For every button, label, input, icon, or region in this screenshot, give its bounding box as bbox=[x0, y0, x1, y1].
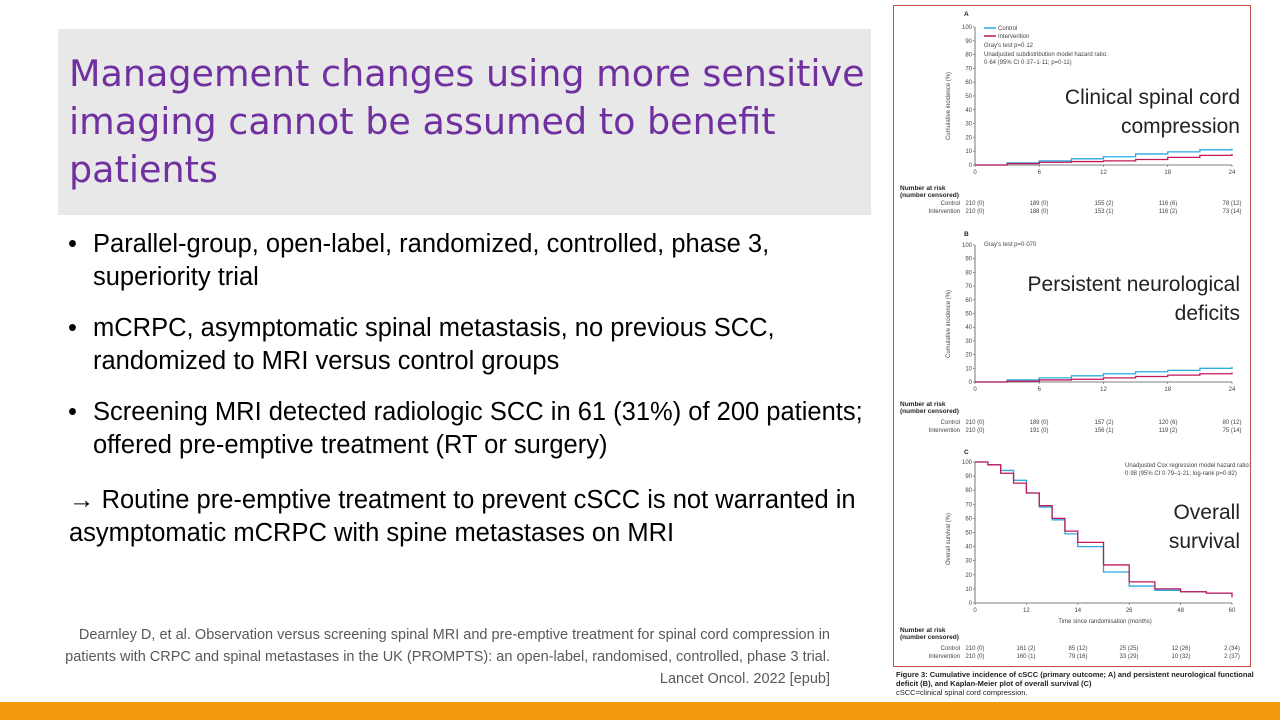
risk-label-control: Control bbox=[940, 201, 960, 207]
risk-value-control: 80 (12) bbox=[1222, 420, 1242, 426]
x-tick-label: 14 bbox=[1074, 608, 1082, 614]
x-axis-label: Time since randomisation (months) bbox=[1058, 619, 1152, 625]
risk-value-control: 120 (6) bbox=[1158, 420, 1178, 426]
risk-value-intervention: 79 (16) bbox=[1068, 654, 1088, 660]
y-tick-label: 100 bbox=[961, 25, 972, 31]
risk-title: Number at risk bbox=[900, 185, 946, 192]
risk-value-control: 25 (25) bbox=[1119, 646, 1139, 652]
risk-value-control: 161 (2) bbox=[1016, 646, 1036, 652]
y-tick-label: 40 bbox=[965, 544, 972, 551]
caption-main: Figure 3: Cumulative incidence of cSCC (primary outcome; A) and persistent neurological functional deficit (B), and Kaplan-Meier plot of overall survival (C) bbox=[896, 670, 1254, 688]
risk-title: Number at risk bbox=[900, 401, 946, 408]
panel-caption: Overall bbox=[1173, 501, 1240, 524]
risk-value-intervention: 116 (2) bbox=[1158, 209, 1178, 215]
panel-caption: compression bbox=[1120, 115, 1240, 138]
x-tick-label: 12 bbox=[1100, 387, 1107, 393]
risk-title: (number censored) bbox=[900, 634, 959, 641]
risk-value-intervention: 188 (0) bbox=[1029, 209, 1049, 215]
y-tick-label: 40 bbox=[965, 325, 972, 332]
series-line-control bbox=[975, 148, 1232, 165]
y-tick-label: 10 bbox=[965, 149, 972, 156]
risk-value-control: 2 (34) bbox=[1224, 646, 1240, 652]
panel-letter: C bbox=[964, 449, 969, 456]
y-tick-label: 80 bbox=[965, 488, 972, 495]
risk-title: (number censored) bbox=[900, 408, 959, 415]
panel-a bbox=[900, 11, 1242, 215]
legend-control: Control bbox=[998, 26, 1018, 32]
x-tick-label: 18 bbox=[1164, 170, 1172, 176]
y-tick-label: 0 bbox=[968, 601, 972, 607]
y-tick-label: 10 bbox=[965, 366, 972, 373]
y-tick-label: 60 bbox=[965, 80, 972, 87]
risk-value-intervention: 210 (0) bbox=[965, 209, 985, 215]
risk-table-c bbox=[965, 646, 1239, 660]
risk-value-intervention: 73 (14) bbox=[1222, 209, 1242, 215]
y-tick-label: 30 bbox=[965, 121, 972, 128]
y-tick-label: 30 bbox=[965, 338, 972, 345]
y-tick-label: 50 bbox=[965, 94, 972, 100]
stat-text: Unadjusted Cox regression model hazard ratio: bbox=[1125, 463, 1251, 469]
risk-title: (number censored) bbox=[900, 192, 959, 199]
panel-caption: Persistent neurological bbox=[1027, 273, 1240, 296]
x-tick-label: 26 bbox=[1125, 608, 1133, 614]
legend-intervention: Intervention bbox=[998, 34, 1030, 40]
risk-label-control: Control bbox=[940, 420, 960, 426]
bullet-marker: • bbox=[68, 314, 77, 342]
risk-value-control: 116 (6) bbox=[1158, 201, 1178, 207]
x-tick-label: 24 bbox=[1228, 387, 1236, 393]
risk-value-control: 12 (26) bbox=[1171, 646, 1191, 652]
risk-label-intervention: Intervention bbox=[928, 654, 960, 660]
risk-value-intervention: 153 (1) bbox=[1094, 209, 1114, 215]
x-tick-label: 6 bbox=[1037, 387, 1041, 393]
y-tick-label: 90 bbox=[965, 474, 972, 481]
risk-value-control: 189 (0) bbox=[1029, 201, 1049, 207]
panel-letter: B bbox=[964, 231, 969, 238]
y-tick-label: 60 bbox=[965, 516, 972, 523]
risk-label-control: Control bbox=[940, 646, 960, 652]
x-tick-label: 60 bbox=[1228, 608, 1236, 614]
risk-title: Number at risk bbox=[900, 627, 946, 634]
x-tick-label: 12 bbox=[1023, 608, 1030, 614]
risk-value-intervention: 191 (0) bbox=[1029, 428, 1049, 434]
y-tick-label: 70 bbox=[965, 502, 972, 509]
risk-value-intervention: 160 (1) bbox=[1016, 654, 1036, 660]
caption-note: cSCC=clinical spinal cord compression. bbox=[896, 688, 1028, 697]
risk-value-control: 157 (2) bbox=[1094, 420, 1114, 426]
risk-value-intervention: 2 (37) bbox=[1224, 654, 1240, 660]
risk-value-intervention: 156 (1) bbox=[1094, 428, 1114, 434]
y-tick-label: 20 bbox=[965, 352, 972, 359]
y-tick-label: 70 bbox=[965, 284, 972, 291]
y-tick-label: 0 bbox=[968, 163, 972, 169]
risk-value-intervention: 119 (2) bbox=[1158, 428, 1178, 434]
y-tick-label: 60 bbox=[965, 297, 972, 304]
y-axis-label: Cumulative incidence (%) bbox=[946, 289, 952, 358]
risk-value-control: 78 (12) bbox=[1222, 201, 1242, 207]
y-tick-label: 50 bbox=[965, 530, 972, 537]
risk-value-control: 210 (0) bbox=[965, 420, 985, 426]
panel-c bbox=[900, 449, 1251, 660]
stat-text: Unadjusted subdistribution model hazard ratio: bbox=[984, 52, 1108, 58]
bullet-text: Parallel-group, open-label, randomized, controlled, phase 3, superiority trial bbox=[93, 230, 770, 291]
panel-caption: Clinical spinal cord bbox=[1064, 86, 1240, 109]
panel-caption: deficits bbox=[1174, 302, 1240, 325]
y-tick-label: 20 bbox=[965, 572, 972, 579]
x-tick-label: 0 bbox=[973, 608, 977, 614]
x-tick-label: 12 bbox=[1100, 170, 1107, 176]
y-tick-label: 80 bbox=[965, 52, 972, 59]
y-tick-label: 80 bbox=[965, 270, 972, 277]
y-axis-label: Overall survival (%) bbox=[946, 512, 952, 565]
y-tick-label: 90 bbox=[965, 256, 972, 263]
panel-b bbox=[900, 231, 1242, 434]
y-tick-label: 10 bbox=[965, 586, 972, 593]
y-tick-label: 90 bbox=[965, 38, 972, 45]
stat-text: Gray's test p=0·070 bbox=[984, 242, 1037, 248]
risk-label-intervention: Intervention bbox=[928, 209, 960, 215]
series-line-intervention bbox=[975, 154, 1232, 165]
y-tick-label: 40 bbox=[965, 107, 972, 114]
risk-value-intervention: 10 (32) bbox=[1171, 654, 1191, 660]
bullet-marker: • bbox=[68, 398, 77, 426]
stat-text: 0·98 (95% CI 0·79–1·21; log-rank p=0·82) bbox=[1125, 471, 1237, 477]
risk-value-intervention: 210 (0) bbox=[965, 654, 985, 660]
risk-table-a bbox=[965, 201, 1241, 215]
conclusion-text: → Routine pre-emptive treatment to prevent cSCC is not warranted in asymptomatic mCRPC with spine metastases on MRI bbox=[69, 486, 856, 547]
risk-value-intervention: 33 (29) bbox=[1119, 654, 1139, 660]
figure-caption bbox=[896, 670, 1256, 697]
risk-value-intervention: 210 (0) bbox=[965, 428, 985, 434]
panel-letter: A bbox=[964, 11, 969, 18]
bullet-text: Screening MRI detected radiologic SCC in 61 (31%) of 200 patients; offered pre-emptive treatment (RT or surgery) bbox=[93, 398, 863, 459]
slide-title: Management changes using more sensitive imaging cannot be assumed to benefit patients bbox=[69, 52, 865, 191]
citation: Dearnley D, et al. Observation versus screening spinal MRI and pre-emptive treatment for spinal cord compression in patients with CRPC and spinal metastases in the UK (PROMPTS): an open-label, randomised, controlled, phase 3 trial. Lancet Oncol. 2022 [epub] bbox=[65, 627, 830, 687]
x-tick-label: 18 bbox=[1164, 387, 1172, 393]
risk-label-intervention: Intervention bbox=[928, 428, 960, 434]
risk-value-control: 85 (12) bbox=[1068, 646, 1088, 652]
panel-caption: survival bbox=[1168, 530, 1240, 553]
risk-value-control: 210 (0) bbox=[965, 201, 985, 207]
x-tick-label: 6 bbox=[1037, 170, 1041, 176]
risk-value-control: 155 (2) bbox=[1094, 201, 1114, 207]
y-tick-label: 30 bbox=[965, 558, 972, 565]
risk-value-intervention: 75 (14) bbox=[1222, 428, 1242, 434]
risk-value-control: 210 (0) bbox=[965, 646, 985, 652]
y-tick-label: 20 bbox=[965, 135, 972, 142]
stat-text: Gray's test p=0·12 bbox=[984, 43, 1034, 49]
y-tick-label: 50 bbox=[965, 311, 972, 318]
x-tick-label: 0 bbox=[973, 387, 977, 393]
stat-text: 0·64 (95% CI 0·37–1·11; p=0·11) bbox=[984, 60, 1072, 66]
risk-table-b bbox=[965, 420, 1241, 434]
bullet-marker: • bbox=[68, 230, 77, 258]
x-tick-label: 24 bbox=[1228, 170, 1236, 176]
y-tick-label: 100 bbox=[961, 243, 972, 249]
y-axis-label: Cumulative incidence (%) bbox=[946, 71, 952, 140]
y-tick-label: 0 bbox=[968, 380, 972, 386]
y-tick-label: 100 bbox=[961, 460, 972, 466]
x-tick-label: 48 bbox=[1177, 608, 1184, 614]
bottom-accent-bar bbox=[0, 702, 1280, 720]
bullet-text: mCRPC, asymptomatic spinal metastasis, no previous SCC, randomized to MRI versus control groups bbox=[93, 314, 775, 375]
x-tick-label: 0 bbox=[973, 170, 977, 176]
risk-value-control: 189 (0) bbox=[1029, 420, 1049, 426]
y-tick-label: 70 bbox=[965, 66, 972, 73]
